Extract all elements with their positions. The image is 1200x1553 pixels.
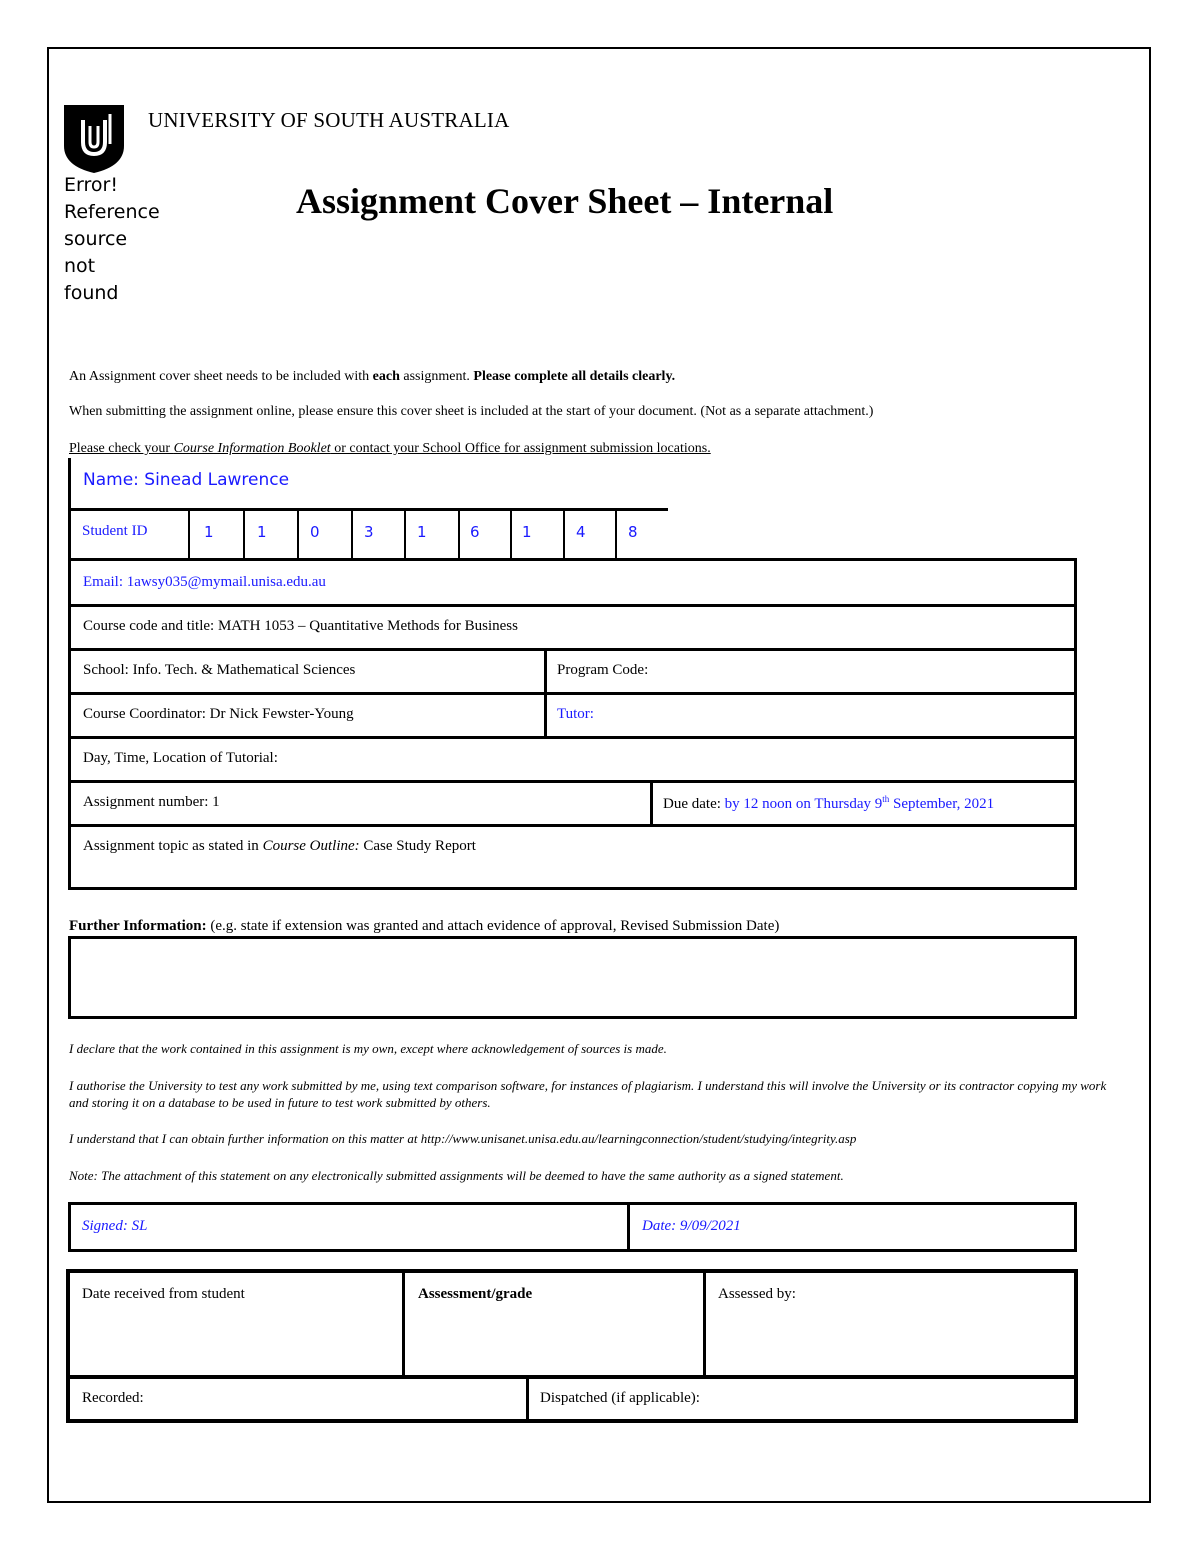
- declaration-note: Note: The attachment of this statement on any electronically submitted assignments will be deemed to have the same authority as a signed statement.: [69, 1168, 844, 1183]
- page-title: Assignment Cover Sheet – Internal: [296, 181, 834, 221]
- student-id-digit[interactable]: 1: [522, 523, 532, 541]
- declaration-authorise: I authorise the University to test any work submitted by me, using text comparison software, for instances of plagiarism. I understand this will involve the University or its contractor copying my work and storing it on a database to be used in future to test work submitted by others.: [69, 1078, 1107, 1110]
- tutor-field[interactable]: Tutor:: [557, 706, 594, 722]
- signature-row: [68, 1202, 1077, 1252]
- course-coordinator-field: Course Coordinator: Dr Nick Fewster-Young: [83, 706, 354, 722]
- further-info-label: Further Information: (e.g. state if extension was granted and attach evidence of approval, Revised Submission Date): [69, 918, 780, 934]
- assessment-grade-label: Assessment/grade: [418, 1286, 533, 1302]
- university-logo: [63, 104, 125, 174]
- intro-line-2: When submitting the assignment online, please ensure this cover sheet is included at the start of your document. (Not as a separate attachment.): [69, 404, 874, 419]
- email-field[interactable]: Email: 1awsy035@mymail.unisa.edu.au: [83, 574, 326, 590]
- assignment-topic-field: Assignment topic as stated in Course Outline: Case Study Report: [83, 838, 476, 854]
- school-field: School: Info. Tech. & Mathematical Sciences: [83, 662, 356, 678]
- date-field[interactable]: Date: 9/09/2021: [642, 1218, 741, 1234]
- student-id-digit[interactable]: 3: [364, 523, 374, 541]
- student-id-digit[interactable]: 1: [257, 523, 267, 541]
- logo-error-text: Error! Reference source not found: [64, 174, 160, 304]
- declaration-further-info: I understand that I can obtain further information on this matter at http://www.unisanet.unisa.edu.au/learningconnection/student/studying/integrity.asp: [69, 1131, 857, 1146]
- declaration-own-work: I declare that the work contained in this assignment is my own, except where acknowledgement of sources is made.: [69, 1041, 667, 1056]
- intro-line-3: Please check your Course Information Booklet or contact your School Office for assignment submission locations.: [69, 441, 711, 456]
- assessed-by-label: Assessed by:: [718, 1286, 796, 1302]
- recorded-label: Recorded:: [82, 1390, 144, 1406]
- name-field[interactable]: Name: Sinead Lawrence: [83, 470, 290, 490]
- due-date-field: Due date: by 12 noon on Thursday 9th September, 2021: [663, 794, 995, 812]
- dispatched-label: Dispatched (if applicable):: [540, 1390, 700, 1406]
- university-name: UNIVERSITY OF SOUTH AUSTRALIA: [148, 108, 510, 132]
- student-id-label: Student ID: [82, 523, 148, 539]
- further-info-box[interactable]: [68, 936, 1077, 1019]
- program-code-field[interactable]: Program Code:: [557, 662, 649, 678]
- tutorial-field[interactable]: Day, Time, Location of Tutorial:: [83, 750, 278, 766]
- student-id-digit[interactable]: 8: [628, 523, 638, 541]
- student-id-digit[interactable]: 1: [204, 523, 214, 541]
- student-id-digit[interactable]: 1: [417, 523, 427, 541]
- signed-field[interactable]: Signed: SL: [82, 1218, 148, 1234]
- student-id-digit[interactable]: 4: [576, 523, 586, 541]
- student-id-digit[interactable]: 0: [310, 523, 320, 541]
- student-id-digit[interactable]: 6: [470, 523, 480, 541]
- assignment-number-field: Assignment number: 1: [83, 794, 220, 810]
- intro-line-1: An Assignment cover sheet needs to be included with each assignment. Please complete all details clearly.: [69, 369, 676, 384]
- date-received-label: Date received from student: [82, 1286, 245, 1302]
- course-code-title: Course code and title: MATH 1053 – Quantitative Methods for Business: [83, 618, 518, 634]
